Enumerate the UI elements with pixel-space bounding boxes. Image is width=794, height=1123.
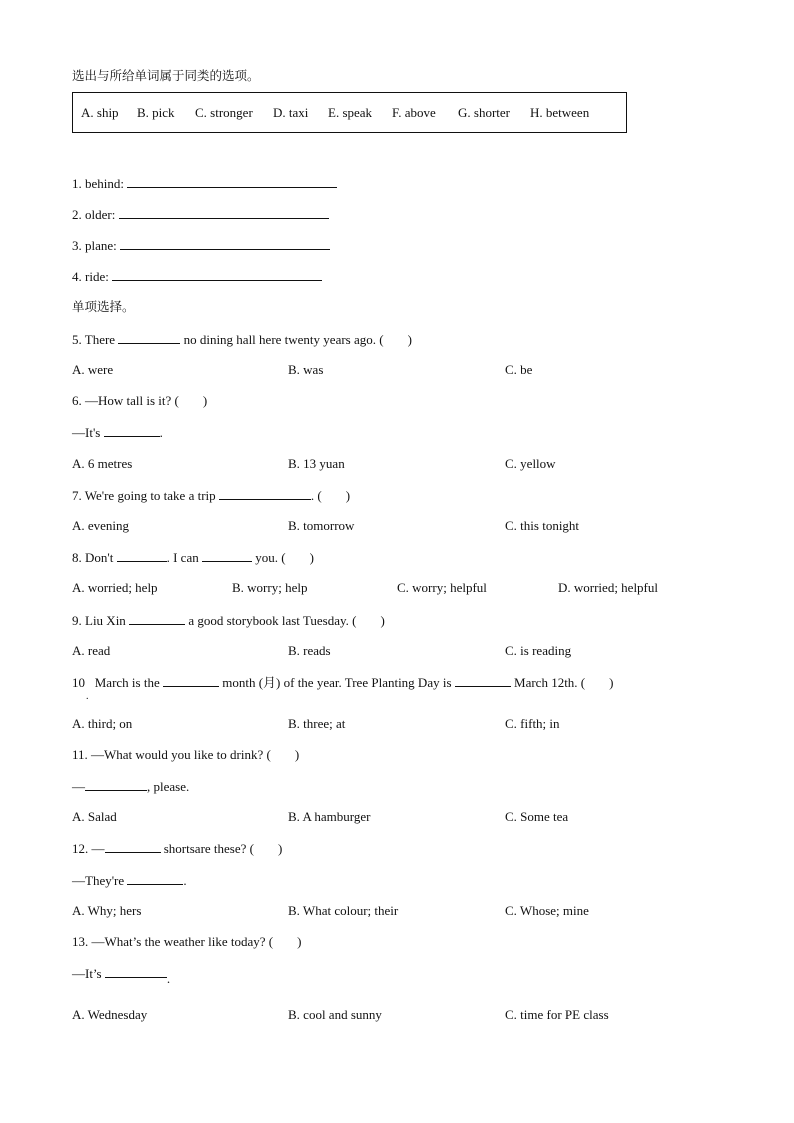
- option[interactable]: C. yellow: [505, 456, 556, 471]
- question-7: [72, 487, 350, 504]
- answer-blank[interactable]: [129, 612, 185, 625]
- item-label: 2. older:: [72, 207, 116, 222]
- question-text: ): [278, 841, 283, 856]
- question-12-response: [72, 872, 187, 889]
- option[interactable]: A. worried; help: [72, 580, 158, 595]
- question-text: ): [609, 675, 614, 690]
- question-text: —It's: [72, 425, 101, 440]
- option[interactable]: B. cool and sunny: [288, 1007, 382, 1022]
- word-bank-item: E. speak: [328, 105, 373, 120]
- question-13: [72, 934, 301, 950]
- item-2: [72, 206, 329, 223]
- answer-blank[interactable]: [105, 965, 167, 978]
- question-6: [72, 393, 207, 409]
- question-10: [72, 674, 613, 691]
- question-text: .: [166, 971, 171, 986]
- question-text: March is the: [94, 675, 160, 690]
- question-text: 9. Liu Xin: [72, 613, 126, 628]
- option[interactable]: B. worry; help: [232, 580, 308, 595]
- answer-blank[interactable]: [455, 674, 511, 687]
- answer-blank[interactable]: [219, 487, 311, 500]
- word-bank-item: A. ship: [81, 105, 119, 120]
- word-bank-item: G. shorter: [458, 105, 510, 120]
- question-5: [72, 331, 412, 348]
- answer-blank[interactable]: [85, 778, 147, 791]
- word-bank-item: B. pick: [137, 105, 175, 120]
- question-6-response: [72, 424, 163, 441]
- word-bank-item: F. above: [392, 105, 436, 120]
- question-text: a good storybook last Tuesday. (: [188, 613, 357, 628]
- answer-blank[interactable]: [120, 237, 330, 250]
- question-text: , please.: [147, 779, 190, 794]
- answer-blank[interactable]: [163, 674, 219, 687]
- question-text: 6. —How tall is it? (: [72, 393, 179, 408]
- item-4: [72, 268, 322, 285]
- question-text: . (: [310, 488, 322, 503]
- section2-heading: 单项选择。: [72, 299, 135, 314]
- answer-blank[interactable]: [127, 872, 183, 885]
- question-text: —: [72, 779, 85, 794]
- question-text: ): [202, 393, 208, 408]
- option[interactable]: C. is reading: [505, 643, 572, 658]
- question-8: [72, 549, 314, 566]
- number-dot: .: [86, 691, 89, 702]
- option[interactable]: B. 13 yuan: [288, 456, 345, 471]
- item-label: 3. plane:: [72, 238, 117, 253]
- option[interactable]: A. Salad: [72, 809, 117, 824]
- question-text: no dining hall here twenty years ago. (: [183, 332, 384, 347]
- word-bank-item: H. between: [530, 105, 590, 120]
- item-label: 4. ride:: [72, 269, 109, 284]
- question-text: 5. There: [72, 332, 116, 347]
- question-text: ): [294, 747, 300, 762]
- question-text: ): [297, 934, 302, 949]
- answer-blank[interactable]: [202, 549, 252, 562]
- option[interactable]: C. time for PE class: [505, 1007, 609, 1022]
- option[interactable]: B. three; at: [288, 716, 346, 731]
- question-text: 8. Don't: [72, 550, 114, 565]
- question-text: you. (: [255, 550, 286, 565]
- question-11: [72, 747, 299, 763]
- question-text: 12. —: [72, 841, 105, 856]
- word-bank-item: D. taxi: [273, 105, 309, 120]
- option[interactable]: D. worried; helpful: [558, 580, 659, 595]
- option[interactable]: C. be: [505, 362, 533, 377]
- option[interactable]: C. fifth; in: [505, 716, 560, 731]
- answer-blank[interactable]: [104, 424, 160, 437]
- item-label: 1. behind:: [72, 176, 124, 191]
- option[interactable]: B. was: [288, 362, 324, 377]
- option[interactable]: C. Whose; mine: [505, 903, 589, 918]
- option[interactable]: A. Why; hers: [72, 903, 142, 918]
- option[interactable]: A. evening: [72, 518, 130, 533]
- option[interactable]: B. What colour; their: [288, 903, 399, 918]
- question-text: ): [407, 332, 412, 347]
- question-text: —It’s: [72, 966, 102, 981]
- question-text: month (月) of the year. Tree Planting Day is: [222, 675, 452, 690]
- section1-heading: 选出与所给单词属于同类的选项。: [72, 68, 260, 83]
- answer-blank[interactable]: [118, 331, 180, 344]
- question-text: . I can: [166, 550, 199, 565]
- answer-blank[interactable]: [119, 206, 329, 219]
- question-13-response: [72, 965, 171, 986]
- answer-blank[interactable]: [105, 840, 161, 853]
- word-bank-item: C. stronger: [195, 105, 253, 120]
- word-bank-box: [72, 92, 627, 133]
- answer-blank[interactable]: [117, 549, 167, 562]
- option[interactable]: A. read: [72, 643, 111, 658]
- question-11-response: [72, 778, 189, 795]
- option[interactable]: C. Some tea: [505, 809, 569, 824]
- option[interactable]: C. this tonight: [505, 518, 580, 533]
- answer-blank[interactable]: [127, 175, 337, 188]
- option[interactable]: B. A hamburger: [288, 809, 371, 824]
- question-text: 13. —What’s the weather like today? (: [72, 934, 274, 949]
- question-text: —They're: [72, 873, 125, 888]
- question-text: ): [380, 613, 385, 628]
- question-text: 10: [72, 675, 85, 690]
- question-text: .: [183, 873, 187, 888]
- item-3: [72, 237, 330, 254]
- question-text: ): [345, 488, 351, 503]
- question-text: .: [159, 425, 163, 440]
- question-12: [72, 840, 282, 857]
- option[interactable]: A. 6 metres: [72, 456, 133, 471]
- question-text: ): [309, 550, 314, 565]
- option[interactable]: B. tomorrow: [288, 518, 355, 533]
- question-9: [72, 612, 385, 629]
- question-text: 11. —What would you like to drink? (: [72, 747, 271, 762]
- question-text: shortsare these? (: [163, 841, 254, 856]
- item-1: [72, 175, 337, 192]
- option[interactable]: B. reads: [288, 643, 331, 658]
- answer-blank[interactable]: [112, 268, 322, 281]
- option[interactable]: A. third; on: [72, 716, 133, 731]
- option[interactable]: A. Wednesday: [72, 1007, 148, 1022]
- option[interactable]: C. worry; helpful: [397, 580, 487, 595]
- question-text: March 12th. (: [514, 675, 586, 690]
- question-text: 7. We're going to take a trip: [72, 488, 216, 503]
- option[interactable]: A. were: [72, 362, 114, 377]
